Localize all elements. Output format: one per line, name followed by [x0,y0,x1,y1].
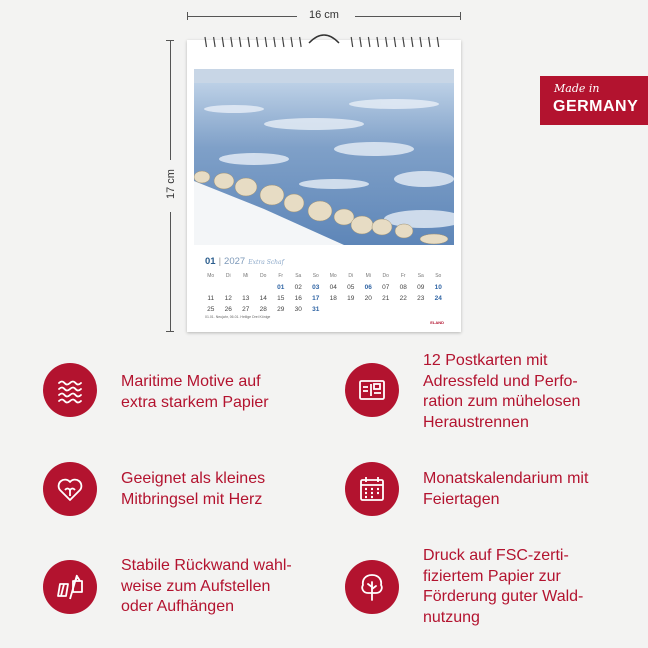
calendar-day: 17 [312,295,320,302]
calendar-day: 31 [312,306,320,313]
calendar-day: 25 [207,306,215,313]
spiral-coil [420,37,422,47]
spiral-coil [214,37,216,47]
feature-text-fsc: Druck auf FSC-zerti- fiziertem Papier zur Förderung guter Wald- nutzung [423,547,584,626]
postcard-icon [345,363,399,417]
calendar-weekday: So [312,273,319,279]
calendar-day: 12 [224,295,232,302]
spiral-coil [274,37,276,47]
calendar-logo: ELAND [430,320,444,325]
height-dimension [163,40,177,332]
calendar-day: 15 [277,295,285,302]
calendar-day: 06 [364,284,372,291]
calendar-day: 13 [242,295,250,302]
spiral-coil [222,37,224,47]
spiral-coil [248,37,250,47]
calendar-day: 07 [382,284,390,291]
calendar-day: 14 [259,295,267,302]
calendar-product [187,40,461,332]
calendar-weekday: Di [225,273,231,279]
calendar-day: 30 [294,306,302,313]
calendar-day [377,304,395,315]
height-label: 17 cm [165,169,177,199]
calendar-weekday: Di [348,273,354,279]
badge-made-in: Made in [554,82,600,95]
calendar-day: 24 [434,295,442,302]
calendar-day: 20 [364,295,372,302]
spiral-coil [411,37,413,47]
calendar-day [220,282,238,293]
calendar-week-row [202,293,447,304]
feature-text-calendarium: Monatskalendarium mit Feiertagen [423,470,589,508]
calendar-day: 19 [347,295,355,302]
calendar-weekday: So [435,273,442,279]
calendar-weekday-row [202,271,447,282]
calendar-day [202,282,220,293]
calendar-day: 03 [312,284,320,291]
calendar-weekday: Do [382,273,389,279]
calendar-header [205,256,284,267]
width-dimension [187,9,461,23]
spiral-coil [360,37,362,47]
spiral-coil [300,37,302,47]
spiral-coil [257,37,259,47]
calendar-weekday: Fr [400,273,406,279]
feature-text-gift: Geeignet als kleines Mitbringsel mit Herz [121,470,266,508]
calendar-day: 18 [329,295,337,302]
calendar-day [342,304,360,315]
calendar-week-row [202,304,447,315]
spiral-coil [265,37,267,47]
calendar-weekday: Sa [295,273,302,279]
calendar-day: 02 [294,284,302,291]
spiral-coil [429,37,431,47]
calendar-year: 2027 [224,256,246,267]
calendar-day: 09 [417,284,425,291]
calendar-footer-note: 01.01. Neujahr, 06.01. Heilige Drei Könige [205,315,271,319]
spiral-coil [394,37,396,47]
tree-icon [345,560,399,614]
calendar-day [395,304,413,315]
calendar-day [325,304,343,315]
feature-text-stand: Stabile Rückwand wahl- weise zum Aufstellen oder Aufhängen [121,557,292,615]
heart-gift-icon [43,462,97,516]
calendar-subtitle: Extra Schaf [248,259,284,266]
calendar-weekday: Mo [207,273,215,279]
calendar-icon [345,462,399,516]
stand-hang-icon [43,560,97,614]
calendar-photo [194,69,454,245]
calendar-day [360,304,378,315]
calendar-day [430,304,448,315]
spiral-coil [205,37,207,47]
spiral-coil [437,37,439,47]
spiral-coil [403,37,405,47]
calendar-day: 26 [224,306,232,313]
calendar-day: 08 [399,284,407,291]
feature-text-maritime: Maritime Motive auf extra starkem Papier [121,373,269,411]
waves-icon [43,363,97,417]
calendar-day: 10 [434,284,442,291]
calendar-day: 29 [277,306,285,313]
calendar-week-row [202,282,447,293]
spiral-coil [239,37,241,47]
calendar-day [237,282,255,293]
spiral-coil [351,37,353,47]
spiral-coil [291,37,293,47]
feature-text-postcards: 12 Postkarten mit Adressfeld und Perfo- ration zum mühelosen Heraustrennen [423,352,581,431]
calendar-weekday: Mi [243,273,249,279]
calendar-weekday: Sa [417,273,424,279]
calendar-weekday: Mo [329,273,337,279]
spiral-binding [203,33,445,49]
calendar-day [255,282,273,293]
spiral-coil [377,37,379,47]
calendar-grid [202,271,447,315]
made-in-germany-badge [540,76,648,125]
calendar-day: 11 [207,295,215,302]
spiral-coil [282,37,284,47]
calendar-day: 23 [417,295,425,302]
calendar-weekday: Mi [365,273,371,279]
calendar-separator: | [218,256,222,267]
spiral-coil [368,37,370,47]
calendar-day: 01 [277,284,285,291]
calendar-weekday: Do [260,273,267,279]
width-label: 16 cm [309,9,339,21]
calendar-day: 27 [242,306,250,313]
calendar-day [412,304,430,315]
spiral-coil [231,37,233,47]
calendar-month: 01 [205,256,216,267]
calendar-day: 05 [347,284,355,291]
calendar-weekday: Fr [278,273,284,279]
calendar-day: 22 [399,295,407,302]
calendar-day: 04 [329,284,337,291]
calendar-day: 16 [294,295,302,302]
calendar-day: 28 [259,306,267,313]
spiral-coil [386,37,388,47]
calendar-day: 21 [382,295,390,302]
badge-germany: GERMANY [553,98,639,115]
